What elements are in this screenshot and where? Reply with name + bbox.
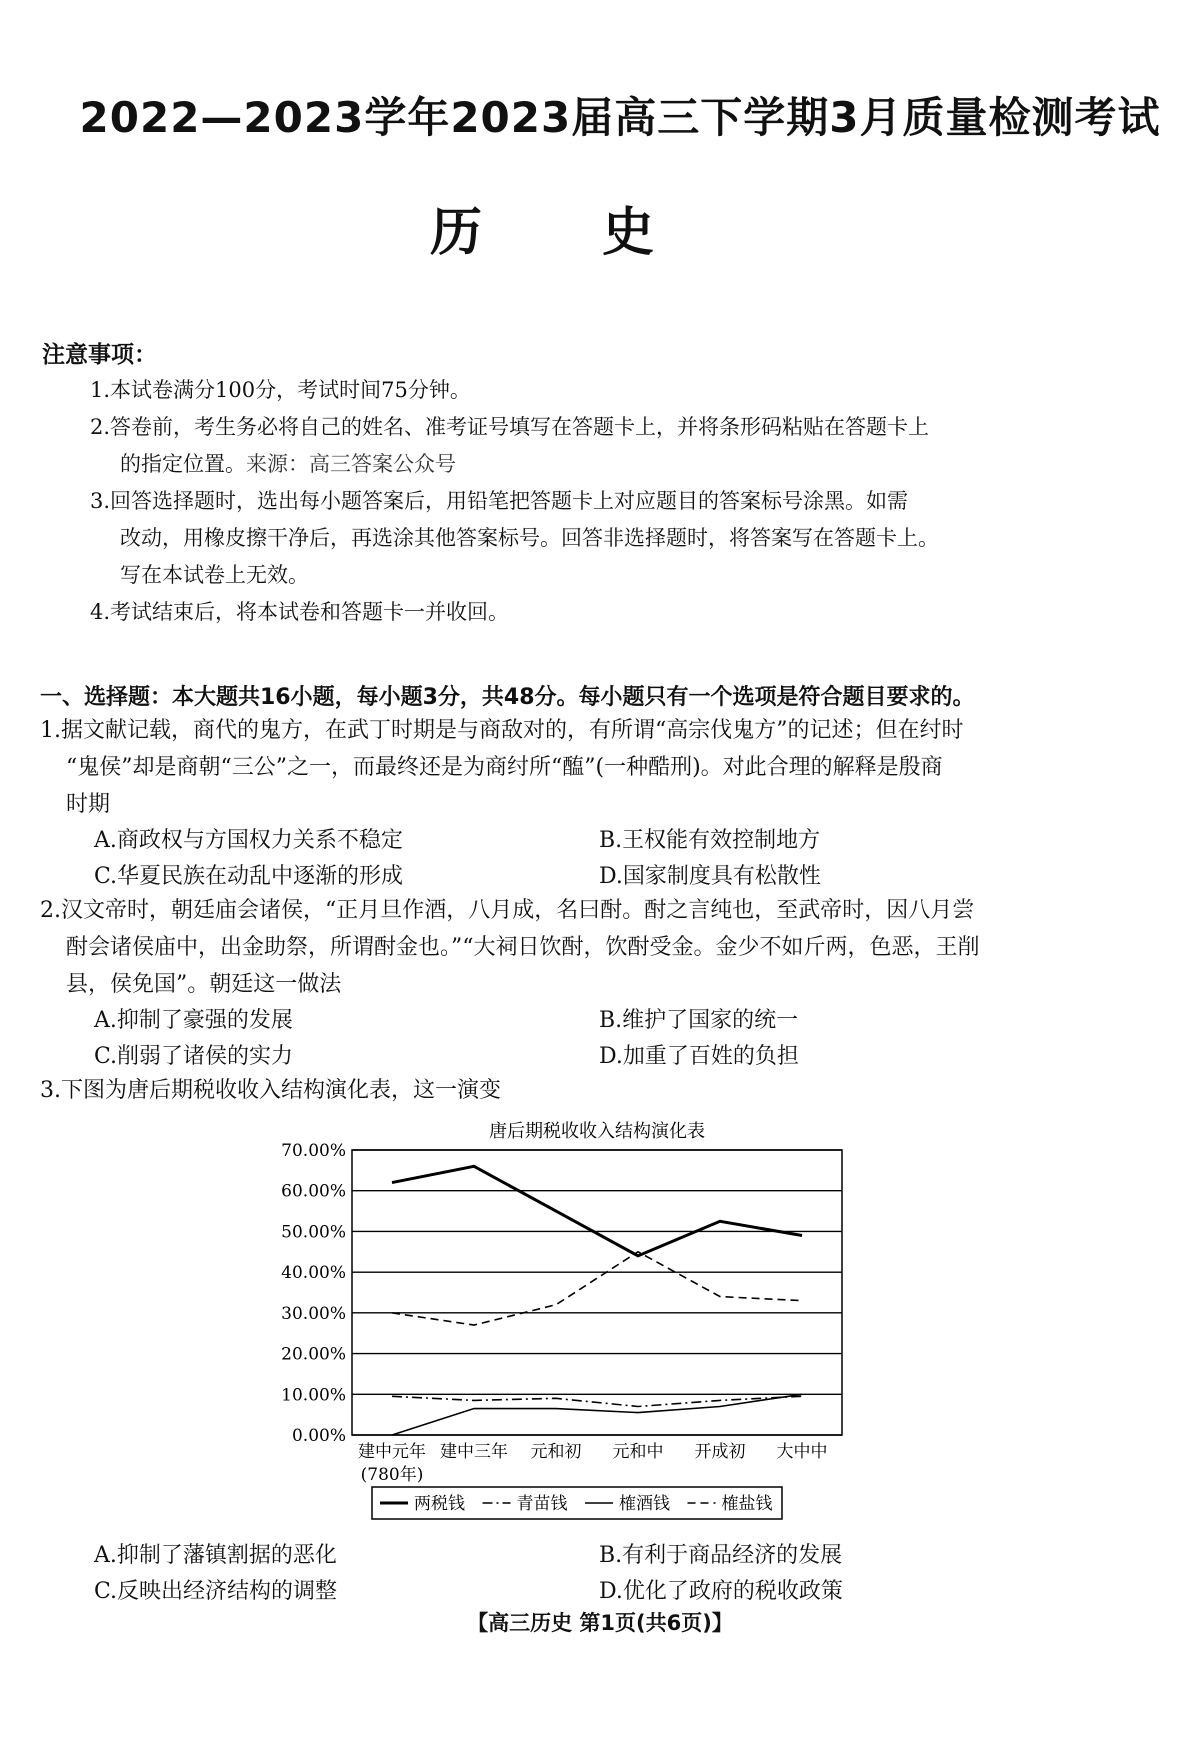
series-line-榷盐钱 (392, 1252, 802, 1325)
tax-structure-chart (262, 1115, 862, 1535)
option-c[interactable]: C.华夏民族在动乱中逐渐的形成 (94, 864, 404, 889)
question-1 (40, 712, 1130, 895)
option-d[interactable]: D.加重了百姓的负担 (599, 1044, 799, 1069)
legend-entry: 青苗钱 (516, 1494, 568, 1514)
option-d[interactable]: D.国家制度具有松散性 (599, 864, 821, 889)
option-c[interactable]: C.反映出经济结构的调整 (94, 1579, 338, 1604)
notice-item: 2.答卷前，考生务必将自己的姓名、准考证号填写在答题卡上，并将条形码粘贴在答题卡上 (90, 415, 930, 439)
notice-item-continuation: 改动，用橡皮擦干净后，再选涂其他答案标号。回答非选择题时，将答案写在答题卡上。 (120, 526, 939, 550)
y-tick-label: 10.00% (281, 1385, 346, 1406)
option-b[interactable]: B.有利于商品经济的发展 (599, 1543, 843, 1568)
options (94, 1538, 1130, 1610)
notice-item: 3.回答选择题时，选出每小题答案后，用铅笔把答题卡上对应题目的答案标号涂黑。如需 (90, 489, 909, 513)
plot-area-frame (352, 1150, 842, 1435)
y-tick-label: 30.00% (281, 1303, 346, 1324)
question-text: 2.汉文帝时，朝廷庙会诸侯，“正月旦作酒，八月成，名曰酎。酎之言纯也，至武帝时，因八月尝 (40, 898, 975, 923)
question-text: 3.下图为唐后期税收收入结构演化表，这一演变 (40, 1078, 501, 1103)
option-b[interactable]: B.维护了国家的统一 (599, 1008, 799, 1033)
notice-item (90, 557, 1090, 594)
y-tick-label: 20.00% (281, 1344, 346, 1365)
option-b[interactable]: B.王权能有效控制地方 (599, 828, 821, 853)
series-line-青苗钱 (392, 1396, 802, 1406)
question-2 (40, 892, 1130, 1075)
notice-item-continuation: 写在本试卷上无效。 (120, 563, 309, 587)
question-text: “鬼侯”却是商朝“三公”之一，而最终还是为商纣所“醢”(一种酷刑)。对此合理的解释是殷商 (66, 755, 943, 780)
x-tick-label: 元和初 (530, 1442, 582, 1462)
y-tick-label: 0.00% (291, 1426, 346, 1446)
option-a[interactable]: A.商政权与方国权力关系不稳定 (94, 828, 403, 853)
option-d[interactable]: D.优化了政府的税收政策 (599, 1579, 843, 1604)
option-a[interactable]: A.抑制了藩镇割据的恶化 (94, 1543, 337, 1568)
options (94, 1003, 1130, 1075)
options (94, 823, 1130, 895)
x-tick-label: 建中元年 (358, 1442, 426, 1462)
y-tick-label: 40.00% (281, 1263, 346, 1284)
question-text: 1.据文献记载，商代的鬼方，在武丁时期是与商敌对的，有所谓“高宗伐鬼方”的记述；但在纣时 (40, 718, 964, 743)
question-3-options (40, 1538, 1130, 1610)
section-heading: 一、选择题：本大题共16小题，每小题3分，共48分。每小题只有一个选项是符合题目要求的。 (40, 685, 975, 710)
question-text: 县，侯免国”。朝廷这一做法 (66, 972, 342, 997)
x-tick-label: 建中三年 (440, 1442, 508, 1462)
source-note: 来源：高三答案公众号 (246, 452, 456, 476)
y-tick-label: 60.00% (281, 1181, 346, 1202)
legend-entry: 榷酒钱 (619, 1494, 670, 1514)
legend-entry: 两税钱 (414, 1494, 465, 1514)
x-tick-label: 元和中 (612, 1442, 664, 1462)
legend-entry: 榷盐钱 (721, 1494, 773, 1514)
question-text: 酎会诸侯庙中，出金助祭，所谓酎金也。”“大祠日饮酎，饮酎受金。金少不如斤两，色恶，王削 (66, 935, 980, 960)
question-text: 时期 (66, 792, 111, 817)
series-line-榷酒钱 (392, 1394, 802, 1435)
series-line-两税钱 (392, 1166, 802, 1256)
x-tick-label: 大中中 (776, 1442, 828, 1462)
line-chart-svg (262, 1115, 862, 1535)
notice-item: 4.考试结束后，将本试卷和答题卡一并收回。 (90, 600, 510, 624)
x-tick-note: (780年) (360, 1465, 424, 1485)
chart-title: 唐后期税收收入结构演化表 (489, 1121, 705, 1142)
notice-item (90, 446, 1090, 483)
page-footer: 【高三历史 第1页(共6页)】 (467, 1611, 733, 1635)
exam-title: 2022—2023学年2023届高三下学期3月质量检测考试 (79, 93, 1161, 142)
y-tick-label: 70.00% (281, 1141, 346, 1161)
notice-item (90, 520, 1090, 557)
y-tick-label: 50.00% (281, 1222, 346, 1243)
option-c[interactable]: C.削弱了诸侯的实力 (94, 1044, 294, 1069)
subject-title: 历史 (430, 203, 775, 263)
option-a[interactable]: A.抑制了豪强的发展 (94, 1008, 293, 1033)
notice-item-continuation: 的指定位置。 (120, 452, 246, 476)
notice-heading: 注意事项： (42, 342, 157, 368)
notice-item: 1.本试卷满分100分，考试时间75分钟。 (90, 378, 471, 402)
question-3 (40, 1072, 1130, 1109)
x-tick-label: 开成初 (694, 1442, 746, 1462)
notice-list (90, 372, 1090, 631)
